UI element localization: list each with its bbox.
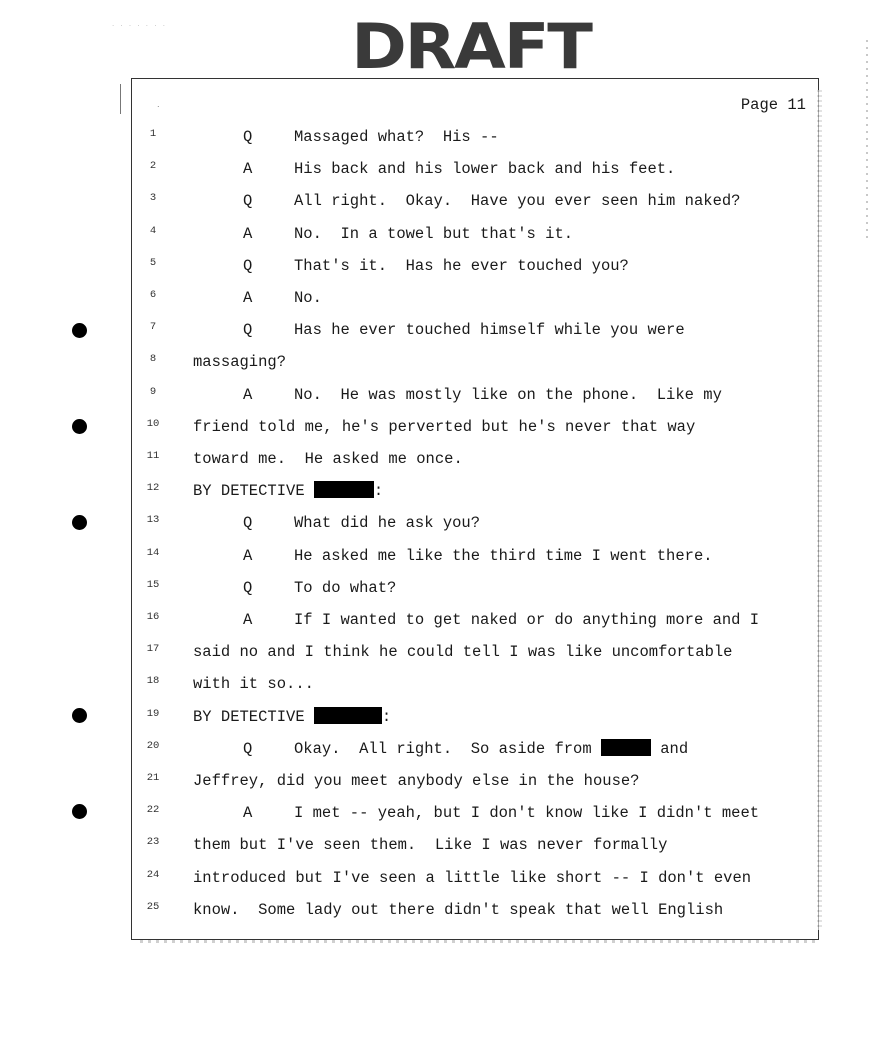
transcript-line [0,384,883,416]
transcript-line [0,255,883,287]
transcript-line [0,319,883,351]
speaker-label: Q [243,578,253,597]
speaker-label: A [243,224,253,243]
line-number: 17 [146,643,160,656]
line-text: His back and his lower back and his feet. [294,160,676,179]
line-number: 14 [146,546,160,559]
line-text: If I wanted to get naked or do anything more and I [294,611,760,629]
transcript-line [0,770,883,802]
line-number: 21 [146,772,160,784]
transcript-line [0,867,883,899]
transcript-line [0,448,883,480]
speaker-label: A [243,546,253,565]
transcript-line [0,512,883,544]
margin-tick [120,84,121,114]
page-number: Page 11 [740,96,806,114]
line-number: 15 [146,578,160,591]
scan-dot: . [157,100,160,109]
transcript-line [0,577,883,609]
speaker-label: A [243,289,253,307]
line-text: He asked me like the third time I went there. [294,546,713,565]
scan-artifact: . . . . . . . [112,20,167,28]
line-number: 6 [149,289,157,301]
scan-bottom-artifact [140,940,816,943]
line-number: 9 [149,385,157,398]
line-text: That's it. Has he ever touched you? [294,256,629,275]
line-number: 20 [146,739,160,752]
line-number: 18 [146,675,160,688]
line-number: 24 [146,868,160,881]
line-text: No. In a towel but that's it. [294,224,574,243]
speaker-label: A [243,385,253,404]
line-number: 8 [149,353,157,366]
line-text: know. Some lady out there didn't speak that well English [193,900,724,919]
transcript-line [0,126,883,158]
line-number: 13 [146,514,160,527]
line-number: 10 [146,417,160,430]
transcript-line [0,545,883,577]
redaction-box [314,481,374,498]
transcript-line [0,287,883,319]
transcript-line [0,351,883,383]
line-text: BY DETECTIVE : [193,482,384,501]
transcript-line [0,673,883,705]
line-number: 2 [149,160,157,173]
transcript-line [0,223,883,255]
speaker-label: Q [243,321,253,340]
line-text: massaging? [193,353,287,372]
line-text: BY DETECTIVE : [193,707,392,726]
line-text: Massaged what? His -- [294,128,499,146]
line-number: 25 [146,900,160,913]
line-text: Has he ever touched himself while you were [294,321,685,340]
line-number: 3 [149,192,157,205]
line-text: said no and I think he could tell I was like uncomfortable [193,643,733,662]
transcript-line [0,609,883,641]
transcript-line [0,834,883,866]
speaker-label: Q [243,739,253,758]
line-number: 19 [146,707,160,720]
line-text: All right. Okay. Have you ever seen him naked? [294,192,741,211]
redaction-box [314,707,382,724]
line-number: 11 [146,450,160,462]
transcript-line [0,641,883,673]
line-text: I met -- yeah, but I don't know like I didn't meet [294,804,760,823]
line-text: To do what? [294,578,397,597]
speaker-label: Q [243,192,253,211]
transcript-line [0,706,883,738]
line-number: 7 [149,321,157,334]
line-number: 1 [149,128,157,140]
line-number: 12 [146,482,160,495]
line-text: toward me. He asked me once. [193,450,463,468]
line-text: them but I've seen them. Like I was never formally [193,836,668,855]
line-text: introduced but I've seen a little like short -- I don't even [193,868,752,887]
line-text: No. He was mostly like on the phone. Like my [294,385,722,404]
transcript-line [0,738,883,770]
line-text: What did he ask you? [294,514,481,533]
speaker-label: Q [243,514,253,533]
speaker-label: Q [243,128,253,146]
line-number: 22 [146,804,160,817]
line-number: 4 [149,224,157,237]
draft-stamp: DRAFT [351,10,591,83]
transcript-line [0,802,883,834]
speaker-label: A [243,611,253,629]
line-number: 16 [146,611,160,623]
speaker-label: Q [243,256,253,275]
line-text: Jeffrey, did you meet anybody else in the house? [193,772,640,790]
speaker-label: A [243,160,253,179]
transcript-line [0,899,883,931]
redaction-box [601,739,651,756]
line-number: 5 [149,256,157,269]
line-text: No. [294,289,322,307]
speaker-label: A [243,804,253,823]
line-number: 23 [146,836,160,849]
transcript-line [0,416,883,448]
transcript-line [0,158,883,190]
line-text: friend told me, he's perverted but he's never that way [193,417,696,436]
transcript-line [0,480,883,512]
transcript-line [0,190,883,222]
line-text: Okay. All right. So aside from and [294,739,689,758]
line-text: with it so... [193,675,314,694]
